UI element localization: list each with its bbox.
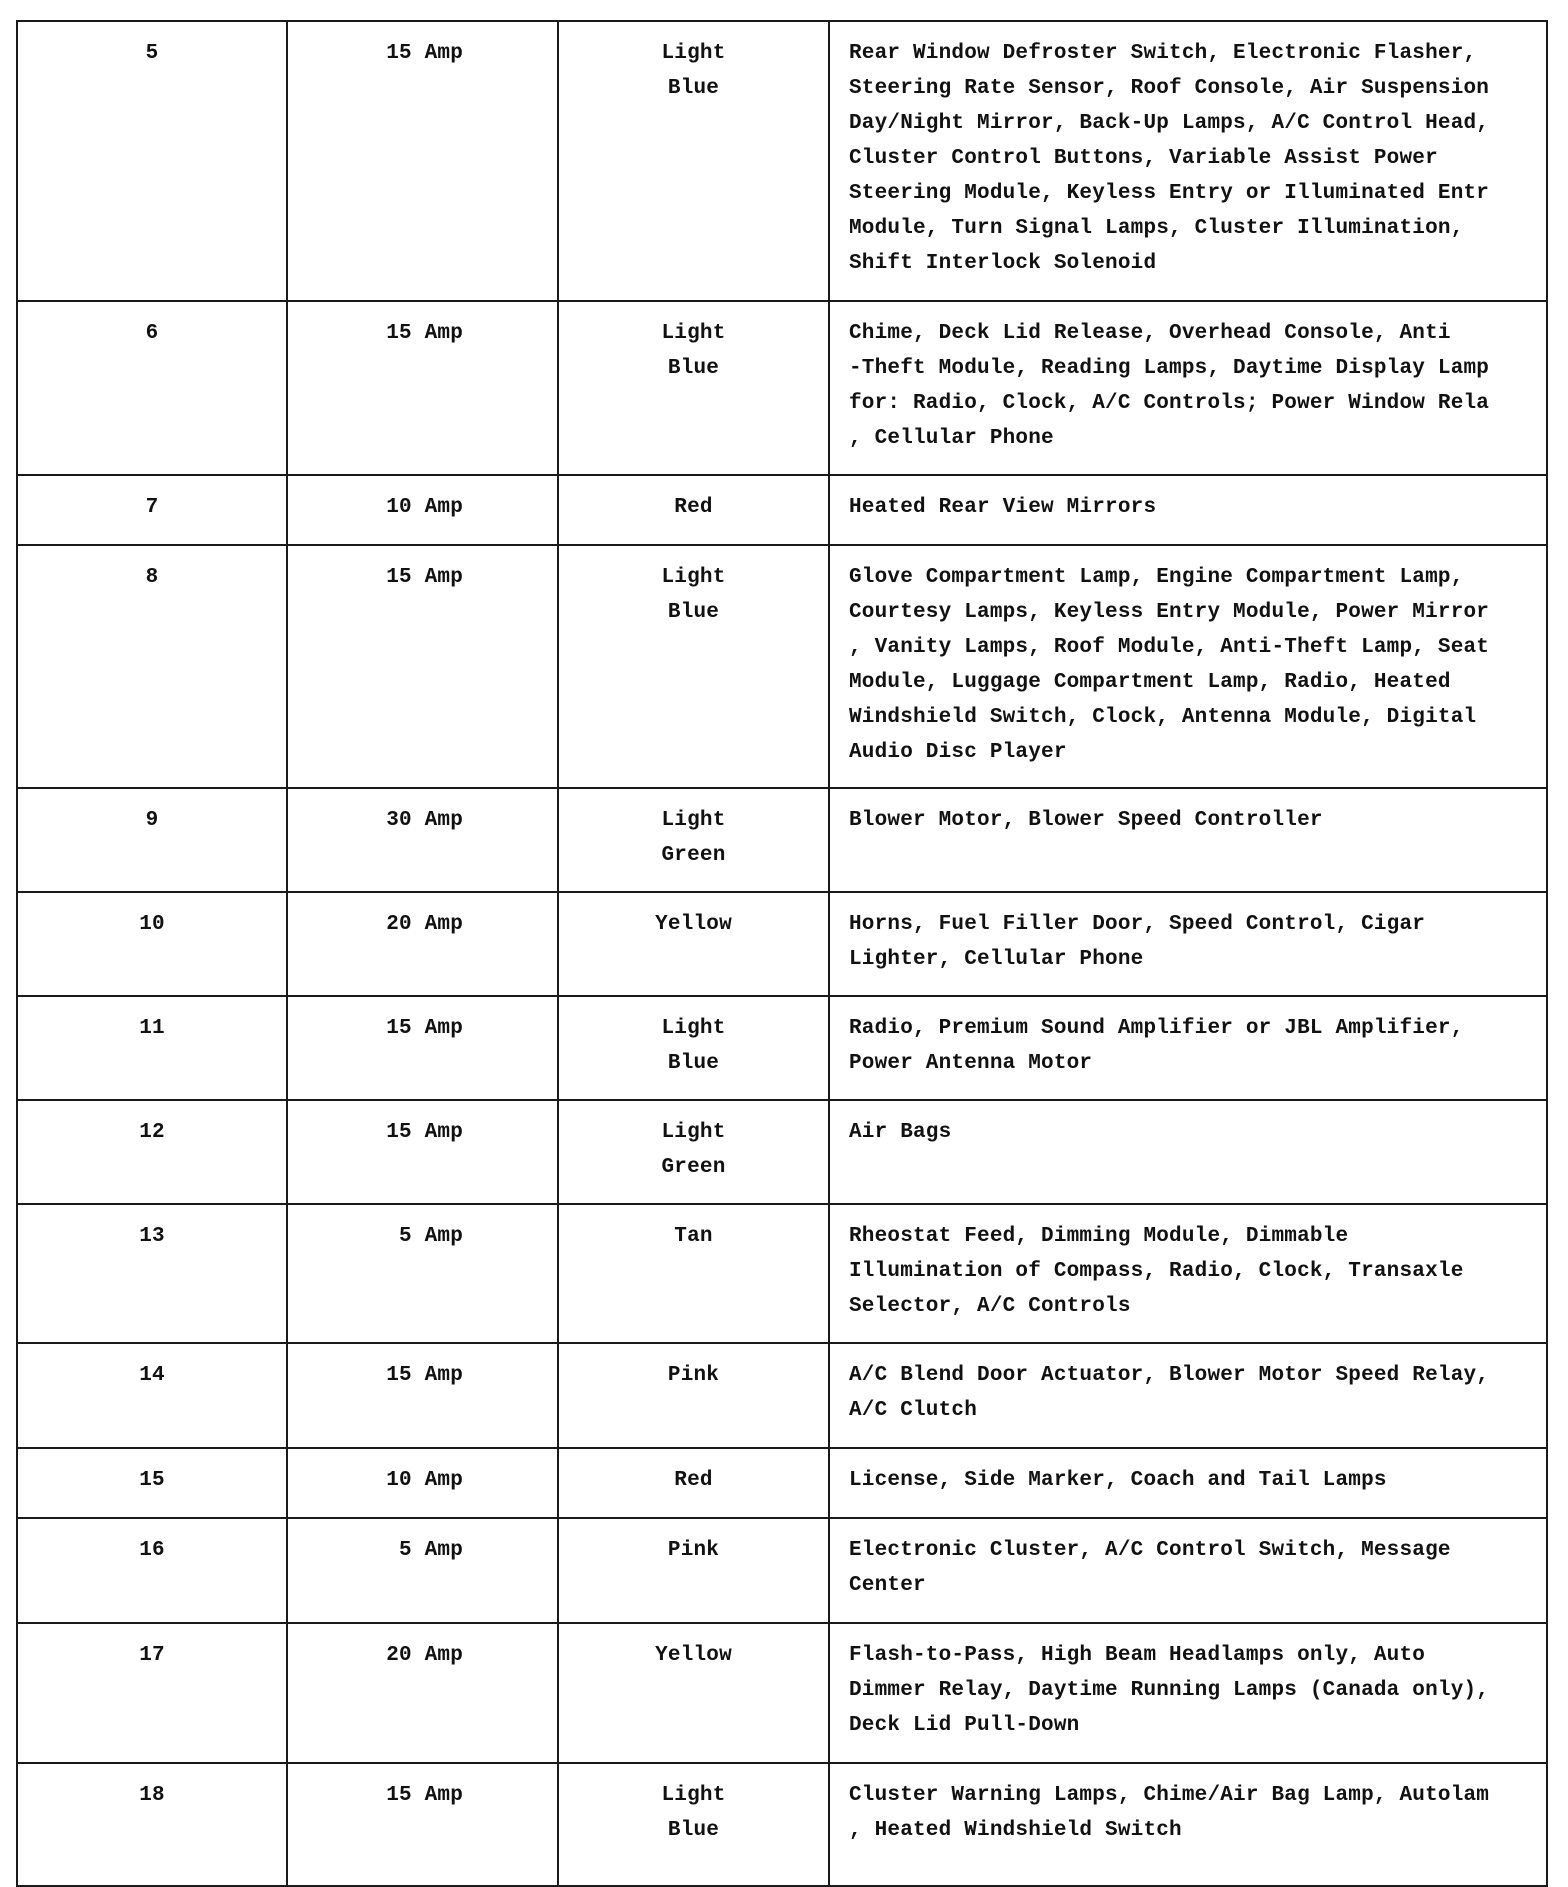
- circuits-cell: [829, 301, 1547, 475]
- fuse-number-cell: [17, 1763, 287, 1886]
- table-row: [17, 475, 1547, 545]
- fuse-color-cell: [558, 21, 829, 301]
- table-row: [17, 1343, 1547, 1448]
- fuse-color: Light Blue: [661, 42, 726, 100]
- amperage-cell: [287, 1518, 558, 1623]
- fuse-number-cell: [17, 1623, 287, 1763]
- fuse-color: Light Blue: [661, 566, 726, 624]
- circuits-protected: Air Bags: [849, 1121, 952, 1144]
- fuse-color: Light Blue: [661, 1017, 726, 1075]
- amperage-cell: [287, 1100, 558, 1204]
- amperage: 15 Amp: [386, 322, 463, 345]
- circuits-cell: [829, 1204, 1547, 1343]
- fuse-color-cell: [558, 1763, 829, 1886]
- circuits-cell: [829, 21, 1547, 301]
- fuse-number: 8: [145, 566, 159, 589]
- circuits-protected: Cluster Warning Lamps, Chime/Air Bag Lamp, Autolam , Heated Windshield Switch: [849, 1784, 1490, 1842]
- table-row: [17, 21, 1547, 301]
- amperage-cell: [287, 21, 558, 301]
- fuse-color-cell: [558, 301, 829, 475]
- amperage: 20 Amp: [386, 1644, 463, 1667]
- amperage-cell: [287, 892, 558, 996]
- circuits-protected: Chime, Deck Lid Release, Overhead Console, Anti -Theft Module, Reading Lamps, Daytime Display Lamp for: Radio, Clock, A/C Controls; Power Window Rela , Cellular Phone: [849, 322, 1490, 450]
- circuits-cell: [829, 545, 1547, 788]
- amperage: 5 Amp: [398, 1225, 463, 1248]
- fuse-number: 18: [139, 1784, 165, 1807]
- circuits-protected: Heated Rear View Mirrors: [849, 496, 1157, 519]
- fuse-number-cell: [17, 1100, 287, 1204]
- amperage: 15 Amp: [386, 566, 463, 589]
- table-row: [17, 892, 1547, 996]
- fuse-color: Pink: [667, 1539, 720, 1562]
- amperage: 15 Amp: [386, 42, 463, 65]
- fuse-number: 17: [139, 1644, 165, 1667]
- circuits-protected: A/C Blend Door Actuator, Blower Motor Speed Relay, A/C Clutch: [849, 1364, 1490, 1422]
- amperage-cell: [287, 1448, 558, 1518]
- amperage: 15 Amp: [386, 1121, 463, 1144]
- amperage-cell: [287, 788, 558, 892]
- fuse-color-cell: [558, 996, 829, 1100]
- fuse-color-cell: [558, 788, 829, 892]
- circuits-cell: [829, 475, 1547, 545]
- amperage: 15 Amp: [386, 1784, 463, 1807]
- circuits-protected: Radio, Premium Sound Amplifier or JBL Amplifier, Power Antenna Motor: [849, 1017, 1464, 1075]
- fuse-number-cell: [17, 1343, 287, 1448]
- fuse-number: 10: [139, 913, 165, 936]
- fuse-number: 13: [139, 1225, 165, 1248]
- amperage: 15 Amp: [386, 1017, 463, 1040]
- amperage: 30 Amp: [386, 809, 463, 832]
- fuse-number: 11: [139, 1017, 165, 1040]
- circuits-protected: Rear Window Defroster Switch, Electronic Flasher, Steering Rate Sensor, Roof Console, Air Suspension Day/Night Mirror, Back-Up Lamps, A/C Control Head, Cluster Control Buttons, Variable Assist Power Steering Module, Keyless Entry or Illuminated Entr Module, Turn Signal Lamps, Cluster Illumination, Shift Interlock Solenoid: [849, 42, 1490, 275]
- amperage: 20 Amp: [386, 913, 463, 936]
- fuse-color-cell: [558, 1623, 829, 1763]
- table-row: [17, 1204, 1547, 1343]
- circuits-protected: Glove Compartment Lamp, Engine Compartment Lamp, Courtesy Lamps, Keyless Entry Module, Power Mirror , Vanity Lamps, Roof Module, Anti-Theft Lamp, Seat Module, Luggage Compartment Lamp, Radio, Heated Windshield Switch, Clock, Antenna Module, Digital Audio Disc Player: [849, 566, 1490, 764]
- table-row: [17, 301, 1547, 475]
- fuse-number-cell: [17, 301, 287, 475]
- amperage-cell: [287, 1623, 558, 1763]
- fuse-color: Light Blue: [661, 322, 726, 380]
- fuse-number: 9: [145, 809, 159, 832]
- amperage-cell: [287, 1204, 558, 1343]
- fuse-color-cell: [558, 1343, 829, 1448]
- table-row: [17, 1623, 1547, 1763]
- fuse-color-cell: [558, 1204, 829, 1343]
- fuse-table-body: [17, 21, 1547, 1886]
- fuse-color: Red: [674, 496, 713, 519]
- fuse-number-cell: [17, 788, 287, 892]
- circuits-cell: [829, 892, 1547, 996]
- fuse-number: 15: [139, 1469, 165, 1492]
- fuse-color-cell: [558, 545, 829, 788]
- amperage: 10 Amp: [386, 496, 463, 519]
- amperage: 15 Amp: [386, 1364, 463, 1387]
- circuits-cell: [829, 1623, 1547, 1763]
- fuse-color: Tan: [674, 1225, 713, 1248]
- fuse-number-cell: [17, 892, 287, 996]
- fuse-number: 6: [145, 322, 159, 345]
- table-row: [17, 1518, 1547, 1623]
- fuse-number-cell: [17, 996, 287, 1100]
- circuits-cell: [829, 1448, 1547, 1518]
- table-row: [17, 1763, 1547, 1886]
- circuits-protected: Electronic Cluster, A/C Control Switch, Message Center: [849, 1539, 1451, 1597]
- fuse-color-cell: [558, 475, 829, 545]
- circuits-protected: License, Side Marker, Coach and Tail Lamps: [849, 1469, 1387, 1492]
- fuse-color: Light Green: [661, 809, 726, 867]
- fuse-number-cell: [17, 1518, 287, 1623]
- circuits-cell: [829, 1100, 1547, 1204]
- amperage-cell: [287, 545, 558, 788]
- fuse-color-cell: [558, 892, 829, 996]
- circuits-protected: Blower Motor, Blower Speed Controller: [849, 809, 1323, 832]
- fuse-number-cell: [17, 1204, 287, 1343]
- amperage: 10 Amp: [386, 1469, 463, 1492]
- circuits-cell: [829, 1343, 1547, 1448]
- circuits-protected: Horns, Fuel Filler Door, Speed Control, Cigar Lighter, Cellular Phone: [849, 913, 1426, 971]
- amperage-cell: [287, 475, 558, 545]
- fuse-number-cell: [17, 21, 287, 301]
- amperage-cell: [287, 996, 558, 1100]
- circuits-cell: [829, 996, 1547, 1100]
- fuse-color-cell: [558, 1448, 829, 1518]
- amperage-cell: [287, 1763, 558, 1886]
- fuse-color-cell: [558, 1518, 829, 1623]
- amperage-cell: [287, 301, 558, 475]
- circuits-protected: Flash-to-Pass, High Beam Headlamps only, Auto Dimmer Relay, Daytime Running Lamps (Canada only), Deck Lid Pull-Down: [849, 1644, 1490, 1737]
- fuse-color: Light Blue: [661, 1784, 726, 1842]
- fuse-number: 7: [145, 496, 159, 519]
- fuse-color: Red: [674, 1469, 713, 1492]
- table-row: [17, 545, 1547, 788]
- fuse-color: Light Green: [661, 1121, 726, 1179]
- circuits-protected: Rheostat Feed, Dimming Module, Dimmable Illumination of Compass, Radio, Clock, Transaxle Selector, A/C Controls: [849, 1225, 1464, 1318]
- fuse-table: [16, 20, 1548, 1887]
- fuse-number-cell: [17, 545, 287, 788]
- table-row: [17, 1448, 1547, 1518]
- circuits-cell: [829, 788, 1547, 892]
- fuse-number: 12: [139, 1121, 165, 1144]
- fuse-number: 14: [139, 1364, 165, 1387]
- fuse-color: Yellow: [655, 913, 732, 936]
- table-row: [17, 996, 1547, 1100]
- amperage-cell: [287, 1343, 558, 1448]
- circuits-cell: [829, 1763, 1547, 1886]
- fuse-color-cell: [558, 1100, 829, 1204]
- fuse-number: 5: [145, 42, 159, 65]
- fuse-number-cell: [17, 1448, 287, 1518]
- table-row: [17, 1100, 1547, 1204]
- fuse-color: Yellow: [655, 1644, 732, 1667]
- fuse-number-cell: [17, 475, 287, 545]
- table-row: [17, 788, 1547, 892]
- fuse-number: 16: [139, 1539, 165, 1562]
- amperage: 5 Amp: [398, 1539, 463, 1562]
- circuits-cell: [829, 1518, 1547, 1623]
- fuse-color: Pink: [667, 1364, 720, 1387]
